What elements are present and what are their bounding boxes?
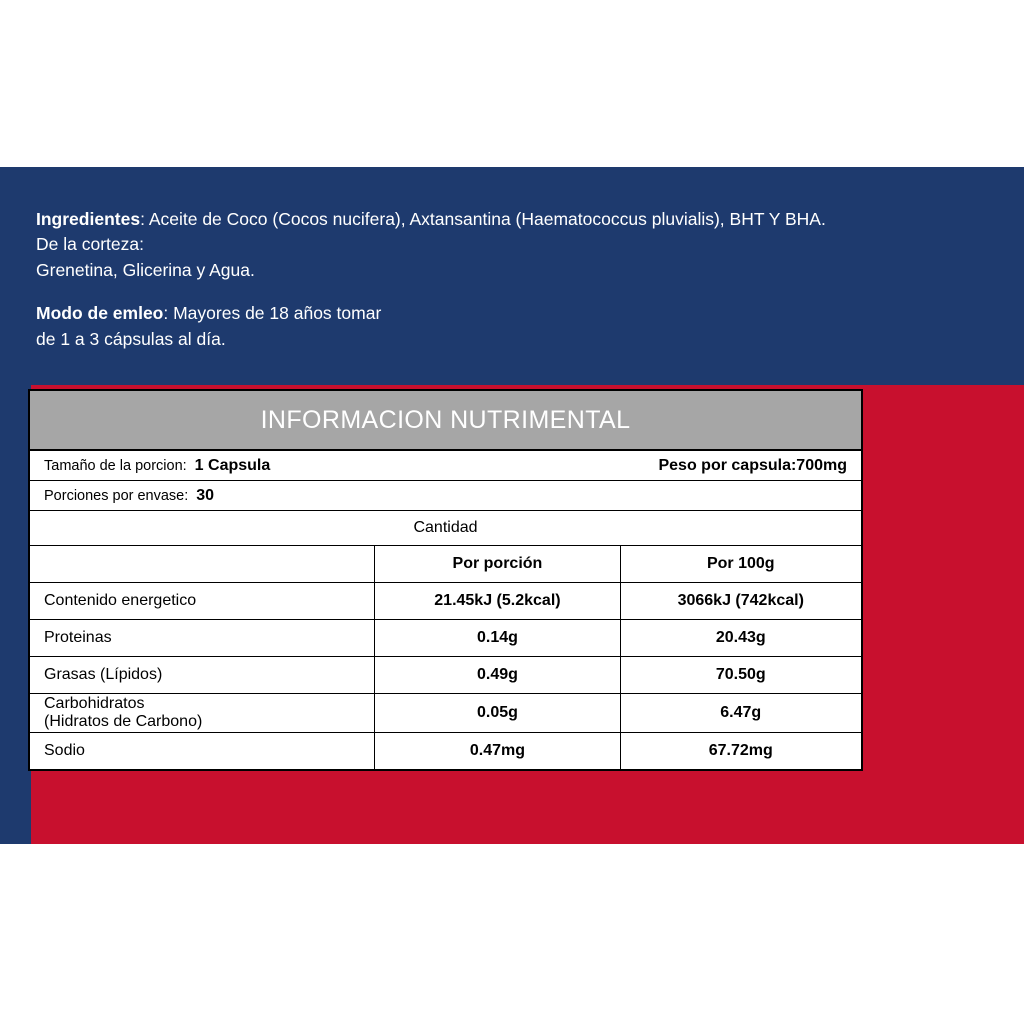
column-header-per-100g: Por 100g	[620, 545, 861, 582]
nutrient-label: Grasas (Lípidos)	[30, 656, 375, 693]
nutrient-per-100g: 67.72mg	[620, 732, 861, 769]
serving-size-row	[30, 451, 861, 481]
nutrient-grid	[30, 511, 861, 769]
ingredients-separator: :	[140, 209, 149, 229]
serving-size-value: 1 Capsula	[194, 456, 271, 474]
usage-separator: :	[163, 303, 174, 324]
serving-size-label: Tamaño de la porcion:	[44, 457, 187, 474]
nutrient-per-serving: 21.45kJ (5.2kcal)	[375, 582, 620, 619]
amount-header-cell: Cantidad	[30, 511, 861, 545]
amount-header-row	[30, 511, 861, 545]
nutrient-per-serving: 0.05g	[375, 693, 620, 732]
table-row	[30, 732, 861, 769]
nutrient-per-serving: 0.14g	[375, 619, 620, 656]
nutrient-label: Contenido energetico	[30, 582, 375, 619]
nutrient-per-serving: 0.47mg	[375, 732, 620, 769]
weight-per-capsule: Peso por capsula:700mg	[658, 456, 847, 474]
nutrient-label-carbs	[30, 693, 375, 732]
ingredients-label: Ingredientes	[36, 209, 141, 229]
usage-line	[36, 301, 996, 326]
table-row	[30, 693, 861, 732]
table-row	[30, 582, 861, 619]
servings-per-container-value: 30	[196, 486, 215, 504]
nutrient-per-100g: 3066kJ (742kcal)	[620, 582, 861, 619]
column-header-row	[30, 545, 861, 582]
nutrition-facts-table	[28, 389, 863, 771]
nutrient-per-100g: 6.47g	[620, 693, 861, 732]
nutrient-per-100g: 20.43g	[620, 619, 861, 656]
ingredients-text: Aceite de Coco (Cocos nucifera), Axtansantina (Haematococcus pluvialis), BHT Y BHA.	[148, 209, 826, 229]
nutrient-per-100g: 70.50g	[620, 656, 861, 693]
label-text-block	[36, 207, 996, 352]
nutrition-title: INFORMACION NUTRIMENTAL	[260, 405, 631, 434]
ingredients-line	[36, 207, 996, 232]
column-header-blank	[30, 545, 375, 582]
blue-side-strip	[0, 385, 31, 844]
nutrient-label-sub: (Hidratos de Carbono)	[44, 712, 203, 730]
nutrient-label: Sodio	[30, 732, 375, 769]
usage-text: Mayores de 18 años tomar	[173, 303, 382, 324]
table-row	[30, 656, 861, 693]
ingredients-line-2: De la corteza:	[36, 234, 144, 255]
ingredients-line-3: Grenetina, Glicerina y Agua.	[36, 259, 255, 280]
nutrient-label: Proteinas	[30, 619, 375, 656]
text-spacer	[36, 283, 996, 301]
servings-per-container-row	[30, 481, 861, 511]
servings-per-container-label: Porciones por envase:	[44, 487, 189, 504]
nutrient-label: Carbohidratos	[44, 694, 145, 712]
usage-line-2: de 1 a 3 cápsulas al día.	[36, 328, 226, 349]
nutrient-per-serving: 0.49g	[375, 656, 620, 693]
usage-label: Modo de emleo	[36, 303, 164, 324]
table-row	[30, 619, 861, 656]
nutrition-title-bar	[30, 391, 861, 451]
column-header-per-serving: Por porción	[375, 545, 620, 582]
